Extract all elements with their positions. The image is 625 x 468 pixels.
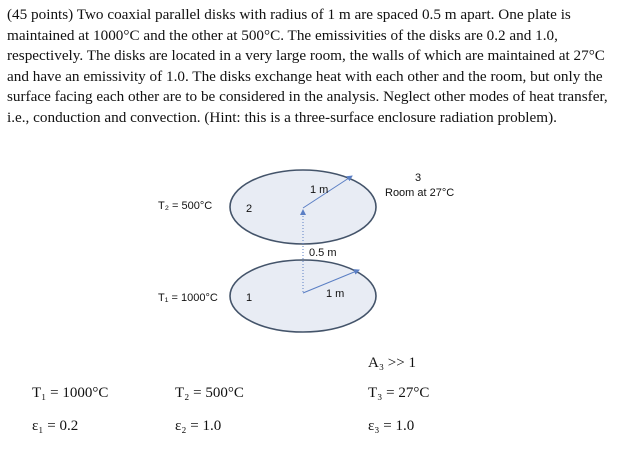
given-e1: ε₁ = 0.2 xyxy=(32,418,79,434)
bottom-disk-number: 1 xyxy=(246,292,253,304)
top-disk-temperature: T₂ = 500°C xyxy=(158,200,213,212)
spacing-label: 0.5 m xyxy=(309,247,337,259)
bottom-disk-temperature: T₁ = 1000°C xyxy=(158,292,218,304)
problem-statement: (45 points) Two coaxial parallel disks with radius of 1 m are spaced 0.5 m apart. One plate is maintained at 1000°C and the other at 500°C. The emissivities of the disks are 0.2 and 1.0, respectively. The disks are located in a very large room, the walls of which are maintained at 27°C and have an emissivity of 1.0. The disks exchange heat with each other and the room, but only the surface facing each other are to be considered in the analysis. Neglect other modes of heat transfer, i.e., conduction and convection. (Hint: this is a three-surface enclosure radiation problem). xyxy=(7,6,608,126)
room-label: Room at 27°C xyxy=(385,187,455,199)
given-e3: ε₃ = 1.0 xyxy=(368,418,415,434)
given-t3: T₃ = 27°C xyxy=(368,385,430,401)
given-t2: T₂ = 500°C xyxy=(175,385,244,401)
top-disk-number: 2 xyxy=(246,203,253,215)
given-area: A₃ >> 1 xyxy=(368,355,416,371)
top-radius-label: 1 m xyxy=(310,184,329,196)
given-t1: T₁ = 1000°C xyxy=(32,385,109,401)
given-e2: ε₂ = 1.0 xyxy=(175,418,222,434)
bottom-radius-label: 1 m xyxy=(326,288,345,300)
room-number: 3 xyxy=(415,172,422,184)
